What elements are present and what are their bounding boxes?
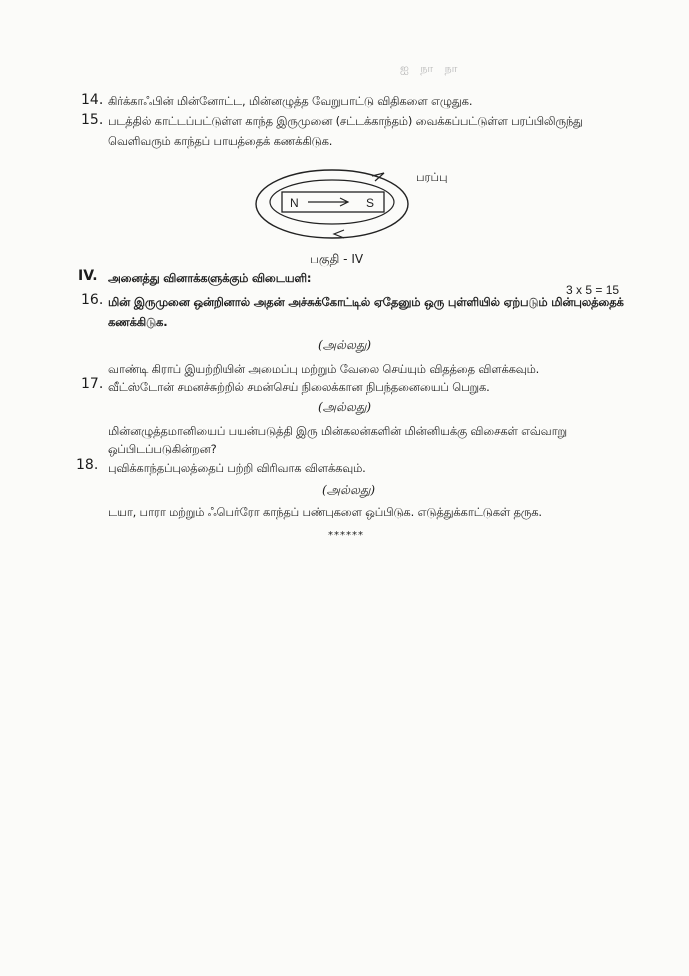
south-pole-label: S [366,196,375,210]
question-number: 18. [76,457,99,473]
question-text: கணக்கிடுக. [108,315,168,329]
or-label: (அல்லது) [318,338,372,352]
north-pole-label: N [290,196,299,210]
end-marker: ****** [328,530,364,541]
question-text: கிர்க்காஃபின் மின்னோட்ட, மின்னழுத்த வேறுபாட்டு விதிகளை எழுதுக. [108,94,473,108]
surface-label: பரப்பு [416,170,448,184]
outer-arrow-bottom [334,230,344,238]
question-number: 16. [81,292,104,308]
alternative-text: வாண்டி கிராப் இயற்றியின் அமைப்பு மற்றும் வேலை செய்யும் விதத்தை விளக்கவும். [108,362,540,376]
bar-magnet-diagram [252,164,412,244]
section-title: பகுதி - IV [310,252,364,266]
alternative-text: மின்னழுத்தமானியைப் பயன்படுத்தி இரு மின்கலன்களின் மின்னியக்கு விசைகள் எவ்வாறு [108,424,567,438]
question-text: படத்தில் காட்டப்பட்டுள்ள காந்த இருமுனை (சட்டக்காந்தம்) வைக்கப்பட்டுள்ள பரப்பிலிருந்து [108,114,583,128]
section-marks: 3 x 5 = 15 [566,283,620,297]
field-line-arrow [308,198,348,206]
section-instruction: அனைத்து வினாக்களுக்கும் விடையளி: [108,271,312,285]
alternative-text: டயா, பாரா மற்றும் ஃபெர்ரோ காந்தப் பண்புகளை ஒப்பிடுக. எடுத்துக்காட்டுகள் தருக. [108,505,542,519]
faded-header-mark: ஐ நா நா [400,62,462,75]
question-number: 17. [81,376,104,392]
or-label: (அல்லது) [318,400,372,414]
question-number: 14. [81,92,104,108]
question-text: வெளிவரும் காந்தப் பாயத்தைக் கணக்கிடுக. [108,134,333,148]
or-label: (அல்லது) [322,483,376,497]
section-number: IV. [78,268,98,284]
question-text: மின் இருமுனை ஒன்றினால் அதன் அச்சுக்கோட்டில் ஏதேனும் ஒரு புள்ளியில் ஏற்படும் மின்புலத்தைக் [108,295,624,309]
alternative-text: ஒப்பிடப்படுகின்றன? [108,442,217,456]
question-text: புவிக்காந்தப்புலத்தைப் பற்றி விரிவாக விளக்கவும். [108,461,366,475]
question-number: 15. [81,112,104,128]
question-text: வீட்ஸ்டோன் சமனச்சுற்றில் சமன்செய் நிலைக்கான நிபந்தனையைப் பெறுக. [108,380,490,394]
